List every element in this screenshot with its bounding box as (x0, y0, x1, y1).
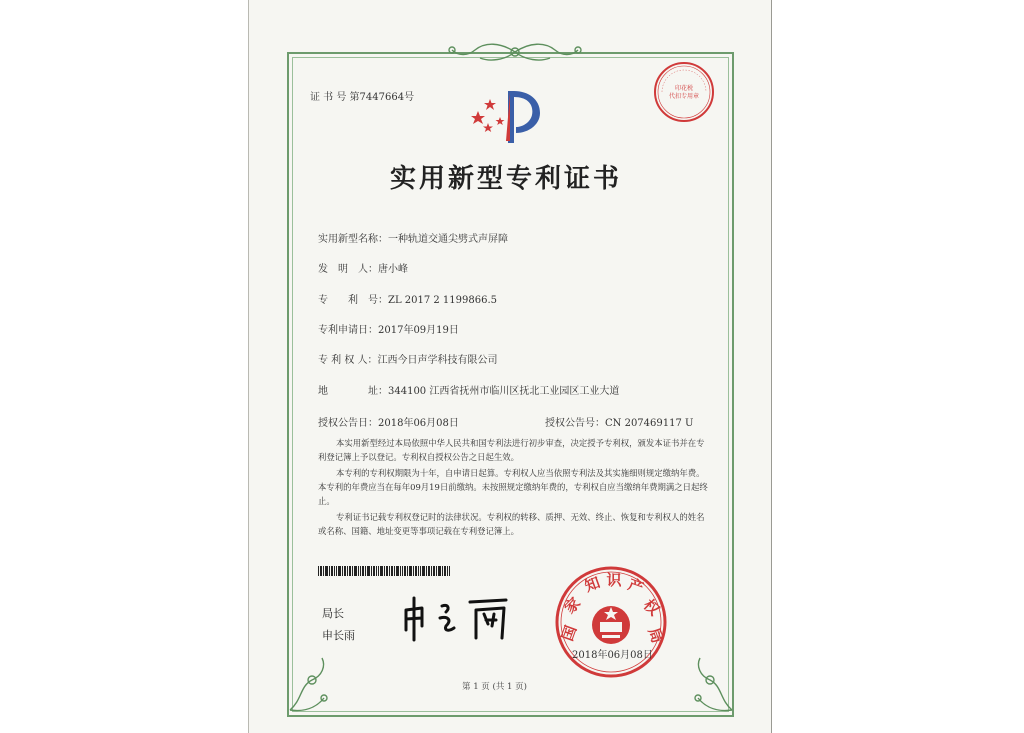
field-label: 授权公告日： (318, 418, 378, 429)
svg-text:代扣专用章: 代扣专用章 (668, 93, 700, 100)
svg-text:产: 产 (625, 575, 646, 598)
field-value: 344100 江西省抚州市临川区抚北工业园区工业大道 (388, 386, 620, 397)
barcode-icon (318, 566, 450, 576)
seal-date: 2018年06月08日 (572, 650, 653, 661)
field-value: 2018年06月08日 (378, 418, 459, 429)
svg-text:局: 局 (644, 625, 667, 646)
paragraph-grant: 本实用新型经过本局依照中华人民共和国专利法进行初步审查，决定授予专利权，颁发本证书并在专利登记簿上予以登记。专利权自授权公告之日起生效。 (318, 438, 705, 462)
field-value: 一种轨道交通尖劈式声屏障 (388, 234, 508, 245)
field-inventor (318, 260, 408, 275)
bottom-left-ornament-icon (282, 650, 342, 720)
svg-text:家: 家 (560, 593, 585, 618)
paragraph-legal-status: 专利证书记载专利权登记时的法律状况。专利权的转移、质押、无效、终止、恢复和专利权人的姓名或名称、国籍、地址变更等事项记载在专利登记簿上。 (318, 512, 705, 536)
field-filing-date (318, 321, 459, 336)
field-label: 地 址： (318, 386, 388, 397)
svg-text:识: 识 (606, 571, 622, 589)
signatory-title: 局长 (322, 607, 344, 620)
field-label: 实用新型名称： (318, 234, 388, 245)
scan-margin-left (0, 0, 248, 733)
page-number: 第 1 页 (共 1 页) (462, 682, 527, 692)
field-value: 2017年09月19日 (378, 325, 459, 336)
field-value: ZL 2017 2 1199866.5 (388, 295, 498, 306)
certificate-number: 证 书 号 第7447664号 (310, 92, 415, 103)
patent-office-logo-icon (470, 87, 548, 147)
field-publication-number (545, 414, 693, 429)
field-patentee (318, 351, 498, 366)
field-label: 授权公告号： (545, 418, 605, 429)
top-ornament-icon (430, 40, 600, 64)
svg-text:国: 国 (558, 623, 581, 644)
official-seal (554, 565, 668, 679)
scan-margin-right (772, 0, 1024, 733)
field-label: 专利申请日： (318, 325, 378, 336)
field-label: 专 利 权 人： (318, 355, 378, 366)
field-value: 江西今日声学科技有限公司 (377, 355, 498, 366)
svg-text:印花税: 印花税 (674, 85, 694, 92)
svg-text:知: 知 (582, 573, 603, 596)
signatory-name: 申长雨 (322, 629, 355, 642)
svg-text:权: 权 (639, 595, 664, 620)
paragraph-term: 本专利的专利权期限为十年，自申请日起算。专利权人应当依照专利法及其实施细则规定缴纳年费。本专利的年费应当在每年09月19日前缴纳。未按照规定缴纳年费的，专利权自应当缴纳年费期满之日起终止。 (318, 468, 708, 506)
tax-stamp-seal (652, 60, 716, 124)
handwritten-signature (398, 592, 518, 644)
field-label: 发 明 人： (318, 264, 378, 275)
field-value: 唐小峰 (378, 264, 408, 275)
bottom-right-ornament-icon (680, 650, 740, 720)
field-patent-number (318, 291, 497, 306)
field-publication-date (318, 414, 459, 429)
field-label: 专 利 号： (318, 295, 388, 306)
field-utility-model-name (318, 230, 508, 245)
field-value: CN 207469117 U (605, 418, 694, 429)
field-address (318, 382, 619, 397)
certificate-title: 实用新型专利证书 (390, 164, 623, 194)
